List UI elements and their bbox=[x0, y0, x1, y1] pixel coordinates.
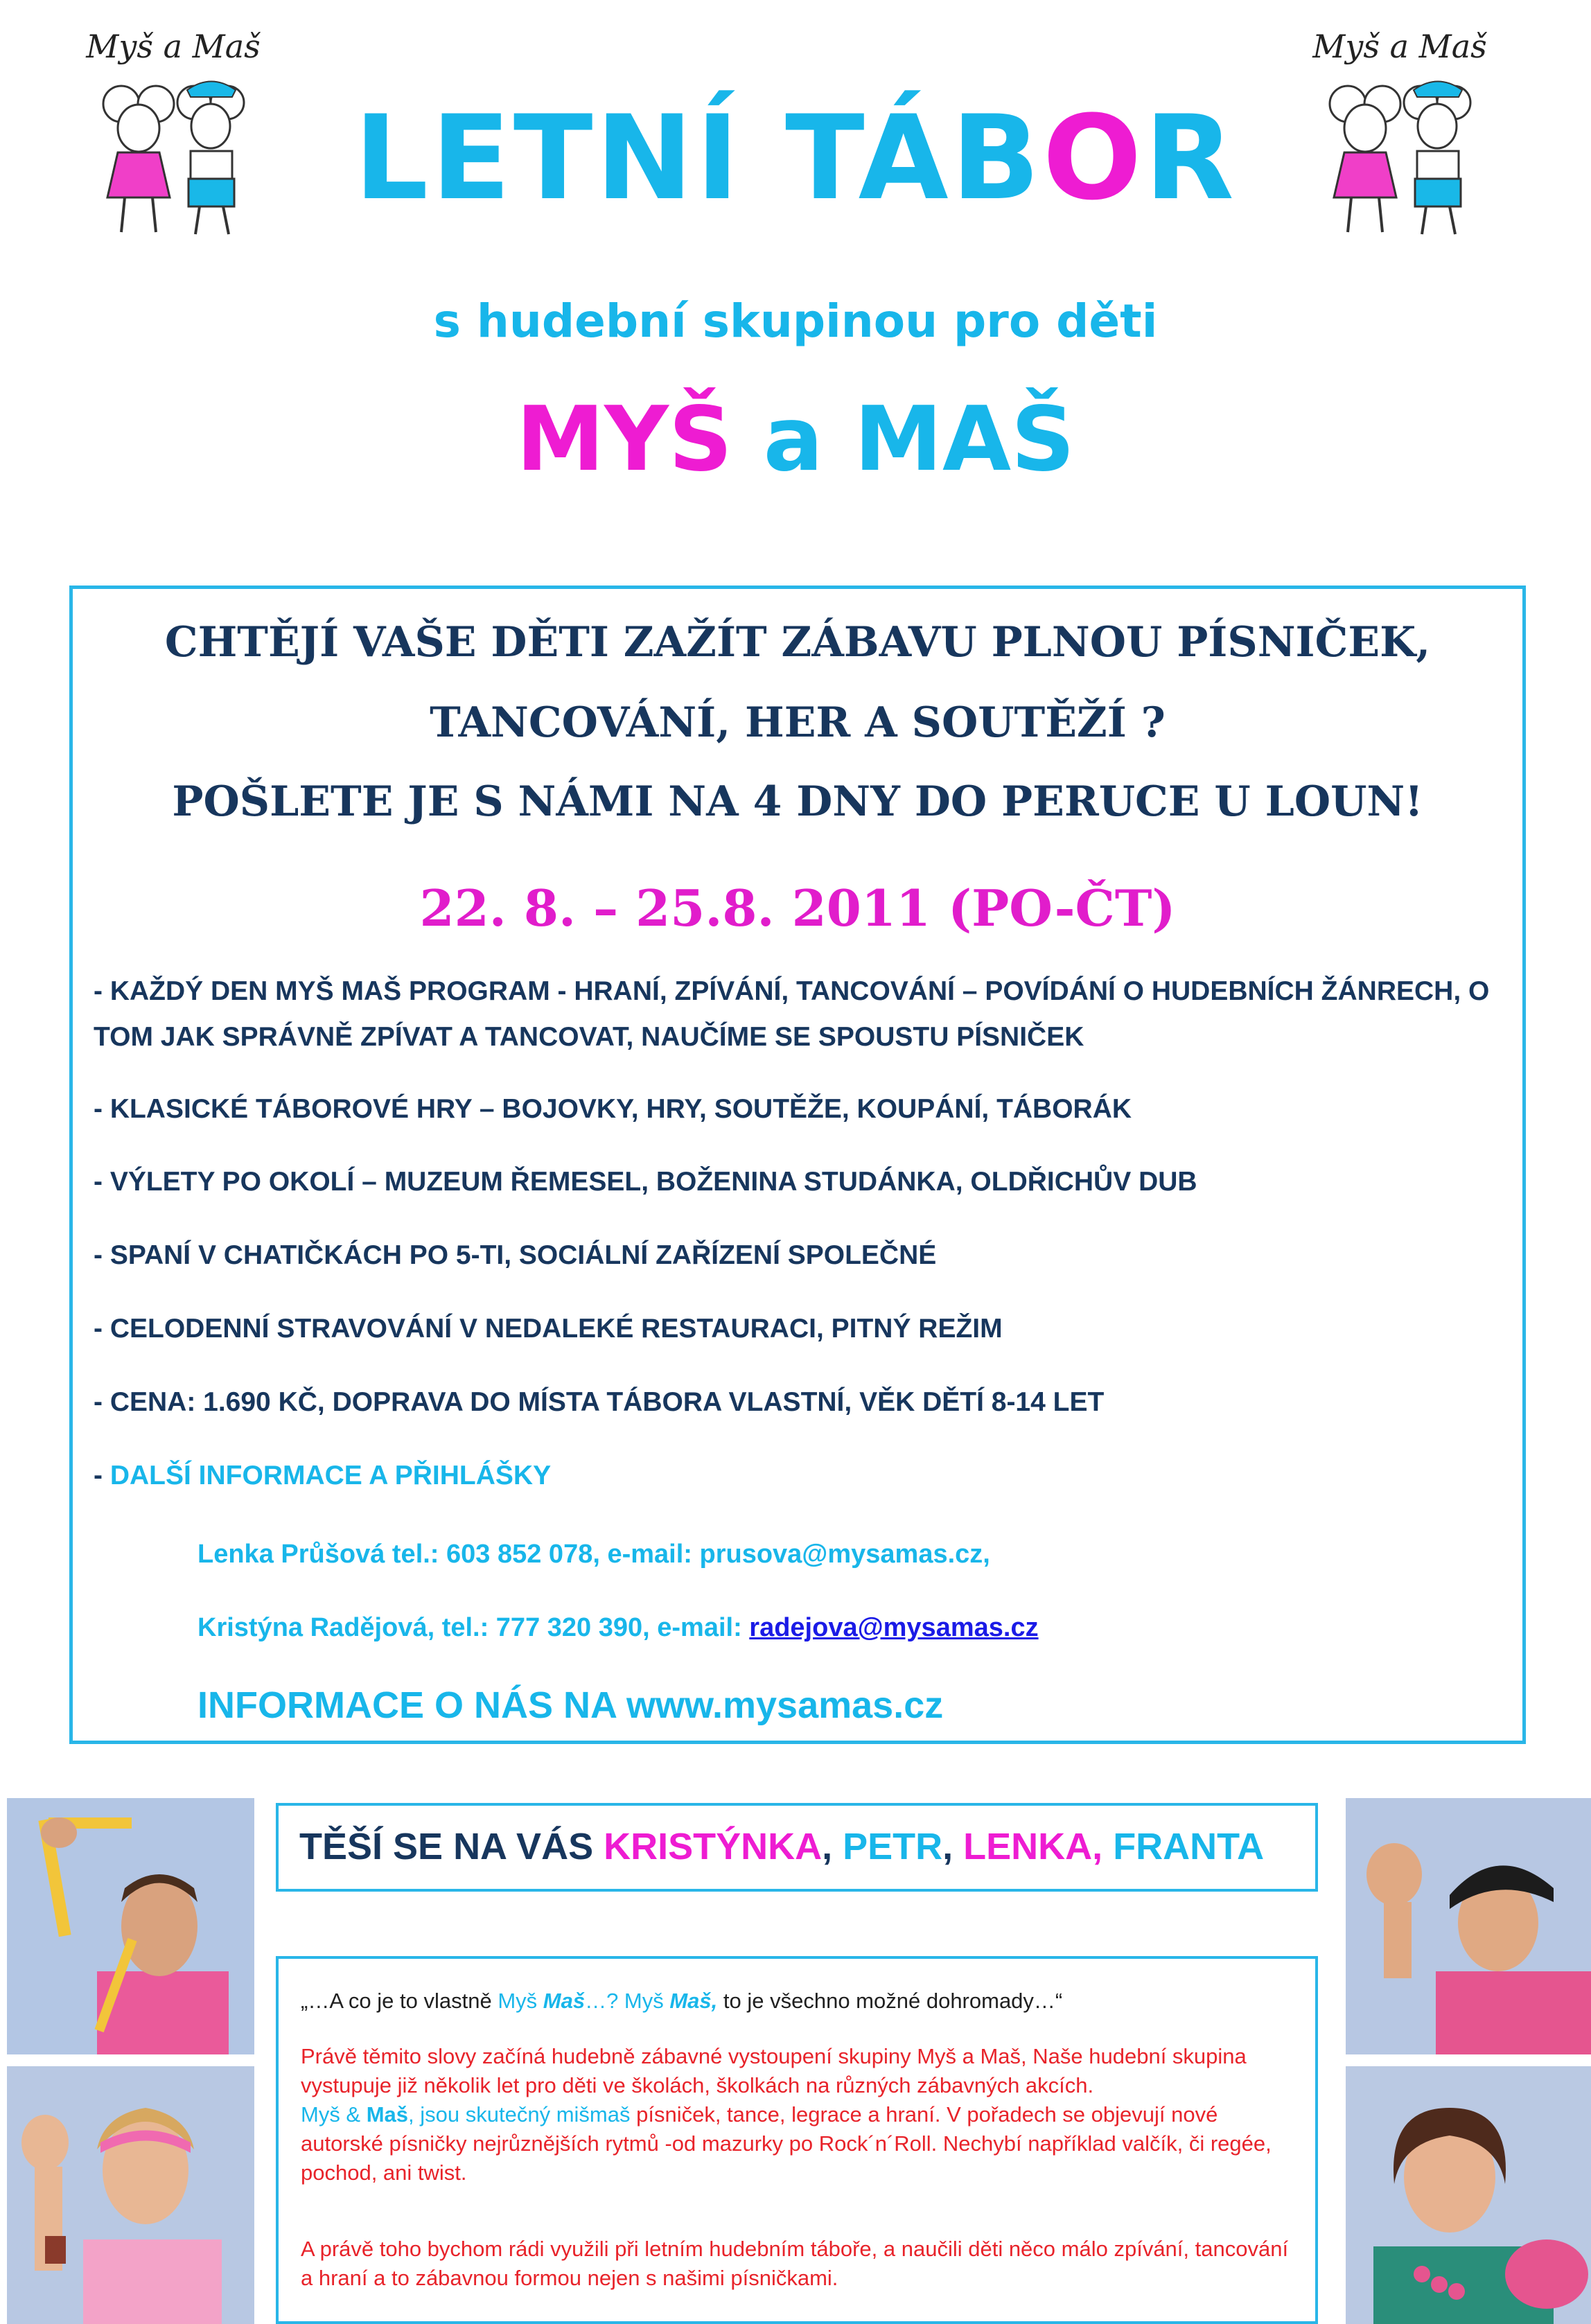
person-photo-icon bbox=[1346, 2066, 1591, 2324]
title-part: LETNÍ TÁB bbox=[354, 90, 1043, 226]
title-part: R bbox=[1144, 90, 1237, 226]
photo-franta bbox=[1346, 1798, 1591, 2054]
info-dash: - bbox=[94, 1461, 110, 1490]
name-kristynka: KRISTÝNKA bbox=[604, 1826, 823, 1867]
meet-box bbox=[276, 1803, 1318, 1892]
camp-date: 22. 8. – 25.8. 2011 (PO-ČT) bbox=[419, 879, 1176, 937]
bullet-program: - KAŽDÝ DEN MYŠ MAŠ PROGRAM - HRANÍ, ZPÍVÁNÍ, TANCOVÁNÍ – POVÍDÁNÍ O HUDEBNÍCH ŽÁNRECH, O TOM JAK SPRÁVNĚ ZPÍVAT A TANCOVAT, NAUČÍME SE SPOUSTU PÍSNIČEK bbox=[94, 976, 1490, 1052]
main-info-box bbox=[69, 586, 1526, 1744]
quote-mas: Maš bbox=[543, 1989, 586, 2013]
meet-line bbox=[299, 1825, 1264, 1868]
story-paragraph-1 bbox=[301, 2042, 1299, 2187]
contact-kristyna bbox=[197, 1613, 1039, 1643]
quote-mas: Maš, bbox=[669, 1989, 718, 2013]
name-lenka: LENKA, bbox=[963, 1826, 1103, 1867]
title-part: O bbox=[1042, 90, 1145, 226]
story-paragraph-2: A právě toho bychom rádi využili při letním hudebním táboře, a naučili děti něco málo zpívání, tancování a hraní a to zábavnou formou nejen s našimi písničkami. bbox=[301, 2237, 1289, 2290]
logo-text: Myš a Maš bbox=[1312, 28, 1487, 65]
quote-part: to je všechno možné dohromady…“ bbox=[717, 1989, 1063, 2013]
story-quote bbox=[301, 1987, 1299, 2016]
paragraph-mas: Maš bbox=[366, 2102, 409, 2127]
logo-text: Myš a Maš bbox=[86, 28, 261, 65]
person-photo-icon bbox=[1346, 1798, 1591, 2054]
headline-1: CHTĚJÍ VAŠE DĚTI ZAŽÍT ZÁBAVU PLNOU PÍSNIČEK, bbox=[164, 618, 1431, 667]
person-photo-icon bbox=[7, 2066, 254, 2324]
band-name bbox=[0, 388, 1591, 491]
band-a: a bbox=[763, 388, 823, 491]
paragraph-text: Právě těmito slovy začíná hudebně zábavné vystoupení skupiny Myš a Maš, Naše hudební skupina vystupuje již několik let pro děti ve školách, školkách na různých zábavných akcích. bbox=[301, 2044, 1247, 2097]
paragraph-mys: Myš & bbox=[301, 2102, 367, 2127]
quote-part: „…A co je to vlastně bbox=[301, 1989, 498, 2013]
contact-lenka: Lenka Průšová tel.: 603 852 078, e-mail: prusova@mysamas.cz, bbox=[197, 1540, 990, 1569]
name-petr: PETR bbox=[843, 1826, 943, 1867]
bullet-food: - CELODENNÍ STRAVOVÁNÍ V NEDALEKÉ RESTAURACI, PITNÝ REŽIM bbox=[94, 1314, 1003, 1344]
bullet-sleeping: - SPANÍ V CHATIČKÁCH PO 5-TI, SOCIÁLNÍ ZAŘÍZENÍ SPOLEČNÉ bbox=[94, 1240, 937, 1270]
info-label: DALŠÍ INFORMACE A PŘIHLÁŠKY bbox=[109, 1461, 552, 1490]
meet-prefix: TĚŠÍ SE NA VÁS bbox=[299, 1826, 604, 1867]
bullet-price: - CENA: 1.690 KČ, DOPRAVA DO MÍSTA TÁBORA VLASTNÍ, VĚK DĚTÍ 8-14 LET bbox=[94, 1387, 1105, 1417]
quote-mys: Myš bbox=[498, 1989, 543, 2013]
page-title bbox=[0, 90, 1591, 226]
name-franta: FRANTA bbox=[1113, 1826, 1265, 1867]
headline-2: TANCOVÁNÍ, HER A SOUTĚŽÍ ? bbox=[430, 698, 1166, 747]
contact-kristyna-text: Kristýna Radějová, tel.: 777 320 390, e-mail: bbox=[197, 1613, 750, 1642]
meet-sep: , bbox=[822, 1826, 843, 1867]
headline-3: POŠLETE JE S NÁMI NA 4 DNY DO PERUCE U LOUN! bbox=[172, 777, 1423, 826]
paragraph-text: písniček, tance, legrace a hraní. V pořadech se objevují nové autorské písničky nejrůznějších rytmů -od mazurky po Rock´n´Roll. Nechybí například valčík, či regée, pochod, ani twist. bbox=[301, 2102, 1272, 2185]
meet-sep: , bbox=[942, 1826, 964, 1867]
quote-part: …? Myš bbox=[585, 1989, 670, 2013]
subtitle: s hudební skupinou pro děti bbox=[433, 294, 1158, 348]
photo-petr bbox=[7, 1798, 254, 2054]
band-mas: MAŠ bbox=[854, 388, 1075, 491]
story-box bbox=[276, 1956, 1318, 2324]
photo-lenka bbox=[7, 2066, 254, 2324]
email-link[interactable]: radejova@mysamas.cz bbox=[749, 1613, 1039, 1642]
paragraph-text: , jsou skutečný mišmaš bbox=[408, 2102, 631, 2127]
bullet-games: - KLASICKÉ TÁBOROVÉ HRY – BOJOVKY, HRY, SOUTĚŽE, KOUPÁNÍ, TÁBORÁK bbox=[94, 1094, 1132, 1124]
photo-kristynka bbox=[1346, 2066, 1591, 2324]
person-photo-icon bbox=[7, 1798, 254, 2054]
meet-sep bbox=[1102, 1826, 1113, 1867]
bullet-info bbox=[94, 1453, 1507, 1499]
about-us-link[interactable]: INFORMACE O NÁS NA www.mysamas.cz bbox=[197, 1684, 944, 1726]
band-mys: MYŠ bbox=[516, 388, 733, 491]
bullet-trips: - VÝLETY PO OKOLÍ – MUZEUM ŘEMESEL, BOŽENINA STUDÁNKA, OLDŘICHŮV DUB bbox=[94, 1167, 1197, 1197]
